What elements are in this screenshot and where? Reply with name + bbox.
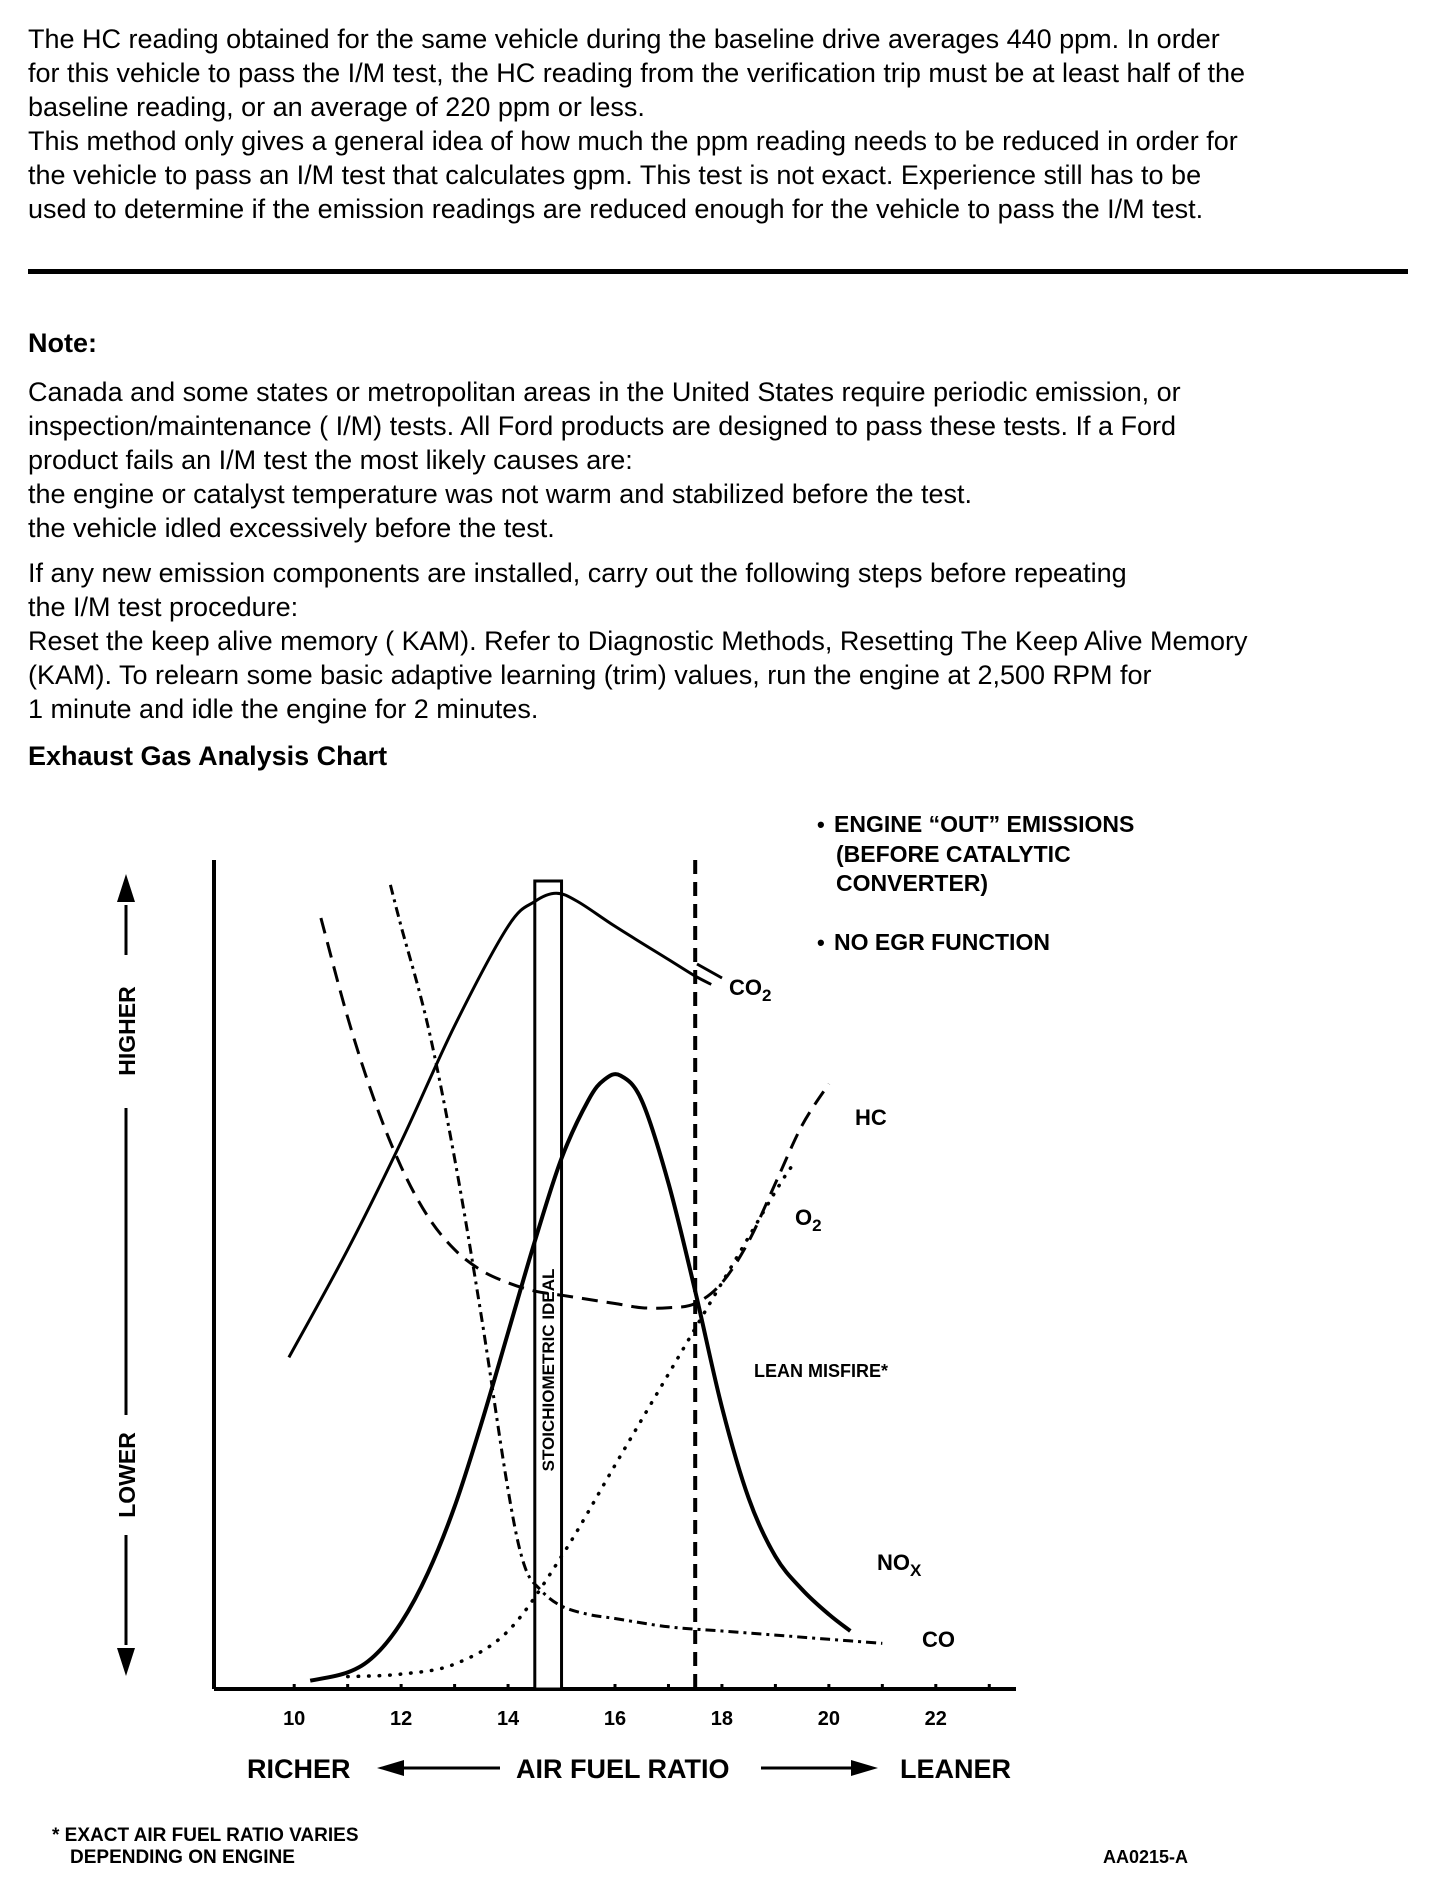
chart-title: Exhaust Gas Analysis Chart <box>28 741 388 771</box>
note-no-egr: NO EGR FUNCTION <box>834 929 1050 955</box>
steps-line: Reset the keep alive memory ( KAM). Refer to Diagnostic Methods, Resetting The Keep Alive Memory <box>28 626 1248 656</box>
co-curve <box>390 885 882 1644</box>
intro-line: for this vehicle to pass the I/M test, the HC reading from the verification trip must be at least half of the <box>28 58 1246 88</box>
co2-label: $CO_2$ <box>729 975 772 1005</box>
arrow-up-icon <box>117 874 135 902</box>
intro-line: The HC reading obtained for the same vehicle during the baseline drive averages 440 ppm. In order <box>28 24 1220 54</box>
steps-line: (KAM). To relearn some basic adaptive learning (trim) values, run the engine at 2,500 RPM for <box>28 660 1152 690</box>
x-tick-label: 16 <box>603 1708 627 1730</box>
x-tick-label: 22 <box>924 1708 947 1730</box>
x-label-leaner: LEANER <box>900 1754 1012 1784</box>
note-line: inspection/maintenance ( I/M) tests. All Ford products are designed to pass these tests. If a Ford <box>28 411 1177 441</box>
intro-paragraph <box>28 22 1428 226</box>
arrow-left-icon <box>377 1760 404 1776</box>
co2-curve <box>289 893 711 1357</box>
note-line: Canada and some states or metropolitan areas in the United States require periodic emission, or <box>28 377 1181 407</box>
note-line: the vehicle idled excessively before the test. <box>28 513 555 543</box>
steps-paragraph <box>28 556 1428 726</box>
intro-line: the vehicle to pass an I/M test that calculates gpm. This test is not exact. Experience still has to be <box>28 160 1202 190</box>
note-paragraph <box>28 375 1428 545</box>
x-label-air-fuel-ratio: AIR FUEL RATIO <box>516 1754 730 1784</box>
note-engine-out: ENGINE “OUT” EMISSIONS <box>834 811 1135 837</box>
note-line: product fails an I/M test the most likely causes are: <box>28 445 633 475</box>
x-tick-label: 20 <box>817 1708 840 1730</box>
co2-leader-line <box>697 964 722 978</box>
note-heading: Note: <box>28 328 97 358</box>
note-converter: CONVERTER) <box>836 870 989 896</box>
intro-line: This method only gives a general idea of how much the ppm reading needs to be reduced in order for <box>28 126 1238 156</box>
note-before-catalytic: (BEFORE CATALYTIC <box>836 841 1071 867</box>
intro-line: used to determine if the emission readings are reduced enough for the vehicle to pass the I/M test. <box>28 194 1204 224</box>
figure-id: AA0215-A <box>1103 1847 1189 1867</box>
hc-label: HC <box>855 1105 887 1130</box>
stoichiometric-ideal-label: STOICHIOMETRIC IDEAL <box>539 1268 559 1472</box>
y-label-higher: HIGHER <box>114 986 140 1076</box>
arrow-right-icon <box>851 1760 878 1776</box>
footnote-line-2: DEPENDING ON ENGINE <box>70 1847 295 1868</box>
exhaust-gas-chart <box>0 790 1456 1890</box>
note-bullet: • <box>817 930 825 955</box>
x-tick-label: 10 <box>283 1708 306 1730</box>
steps-line: 1 minute and idle the engine for 2 minutes. <box>28 694 539 724</box>
section-divider <box>28 269 1408 274</box>
note-bullet: • <box>817 812 825 837</box>
co-label: CO <box>922 1627 955 1652</box>
o2-label: $O_2$ <box>795 1205 822 1235</box>
x-tick-label: 12 <box>390 1708 413 1730</box>
y-label-lower: LOWER <box>114 1432 140 1518</box>
arrow-down-icon <box>117 1648 135 1676</box>
footnote-line-1: * EXACT AIR FUEL RATIO VARIES <box>52 1825 359 1846</box>
steps-line: the I/M test procedure: <box>28 592 299 622</box>
x-tick-label: 14 <box>496 1708 520 1730</box>
x-tick-label: 18 <box>710 1708 734 1730</box>
intro-line: baseline reading, or an average of 220 ppm or less. <box>28 92 645 122</box>
lean-misfire-label: LEAN MISFIRE* <box>754 1361 889 1381</box>
nox-label: $NO_X$ <box>877 1550 922 1580</box>
steps-line: If any new emission components are installed, carry out the following steps before repeating <box>28 558 1127 588</box>
note-line: the engine or catalyst temperature was not warm and stabilized before the test. <box>28 479 973 509</box>
x-label-richer: RICHER <box>247 1754 351 1784</box>
